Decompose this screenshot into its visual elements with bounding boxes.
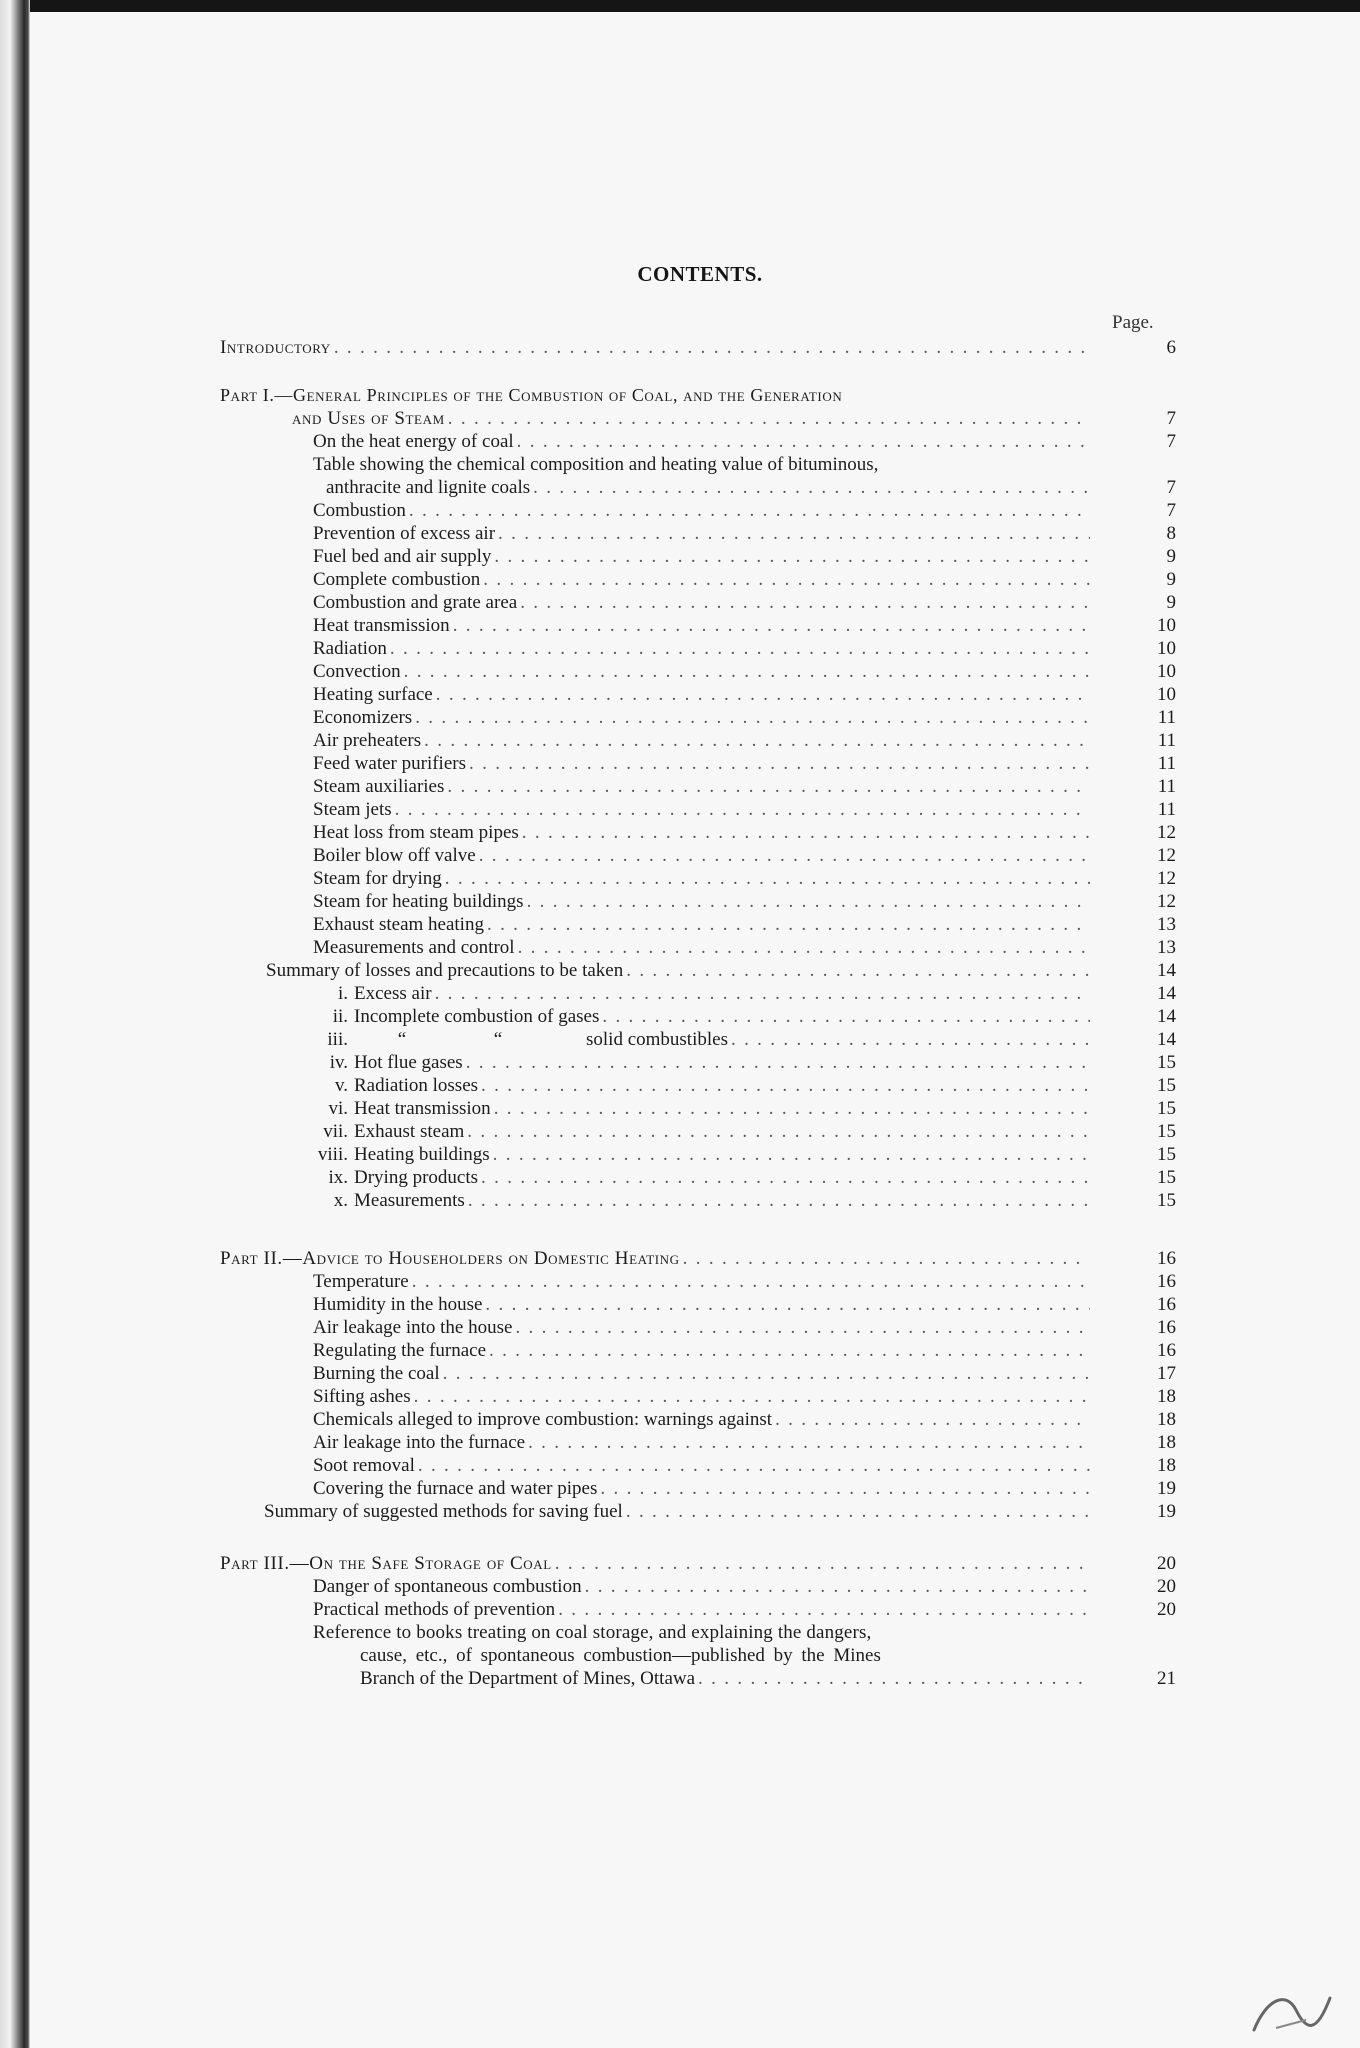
- roman-numeral: i.: [337, 983, 348, 1004]
- entry-page: 10: [1157, 638, 1176, 659]
- toc-subentry[interactable]: [220, 1120, 1176, 1143]
- roman-numeral: v.: [334, 1075, 348, 1096]
- toc-entry[interactable]: [220, 1316, 1176, 1339]
- entry-page: 18: [1157, 1432, 1176, 1453]
- entry-page: 6: [1166, 337, 1176, 358]
- entry-page: 7: [1166, 477, 1176, 498]
- entry-label: Chemicals alleged to improve combustion: warnings against: [313, 1409, 773, 1430]
- toc-entry-part3[interactable]: [220, 1552, 1176, 1575]
- toc-entry[interactable]: [220, 913, 1176, 936]
- entry-page: 12: [1157, 868, 1176, 889]
- ditto-mark: “: [493, 1029, 503, 1050]
- toc-entry[interactable]: [220, 522, 1176, 545]
- toc-entry[interactable]: [220, 568, 1176, 591]
- entry-page: 11: [1157, 799, 1176, 820]
- entry-label: Practical methods of prevention: [313, 1599, 556, 1620]
- entry-label: Measurements: [354, 1190, 465, 1211]
- ditto-mark: “: [397, 1029, 407, 1050]
- entry-page: 20: [1157, 1599, 1176, 1620]
- entry-page: 10: [1157, 615, 1176, 636]
- entry-label: Heat transmission: [354, 1098, 491, 1119]
- entry-label: Air leakage into the house: [313, 1317, 513, 1338]
- toc-subentry[interactable]: [220, 1005, 1176, 1028]
- entry-page: 17: [1157, 1363, 1176, 1384]
- entry-page: 20: [1157, 1576, 1176, 1597]
- toc-entry[interactable]: [220, 1362, 1176, 1385]
- toc-entry[interactable]: [220, 798, 1176, 821]
- entry-label: Soot removal: [313, 1455, 415, 1476]
- entry-label: Excess air: [354, 983, 432, 1004]
- entry-label: Steam for heating buildings: [313, 891, 524, 912]
- entry-label: Temperature: [313, 1271, 409, 1292]
- entry-label: Humidity in the house: [313, 1294, 483, 1315]
- part3-heading: Part III.—On the Safe Storage of Coal: [220, 1553, 552, 1574]
- entry-page: 16: [1157, 1271, 1176, 1292]
- page-column-header: Page.: [1112, 312, 1154, 333]
- toc-entry[interactable]: [220, 890, 1176, 913]
- entry-page: 7: [1166, 500, 1176, 521]
- entry-page: 15: [1157, 1098, 1176, 1119]
- entry-page: 16: [1157, 1248, 1176, 1269]
- toc-entry[interactable]: [220, 683, 1176, 706]
- entry-label: Steam auxiliaries: [313, 776, 445, 797]
- entry-page: 8: [1166, 523, 1176, 544]
- entry-label: Measurements and control: [313, 937, 515, 958]
- toc-entry-summary-fuel[interactable]: [220, 1500, 1176, 1523]
- page: [30, 12, 1360, 2048]
- toc-entry[interactable]: [220, 1575, 1176, 1598]
- entry-label: Prevention of excess air: [313, 523, 496, 544]
- entry-label: Combustion: [313, 500, 406, 521]
- roman-numeral: vii.: [323, 1121, 348, 1142]
- entry-page: 15: [1157, 1052, 1176, 1073]
- entry-label: Incomplete combustion of gases: [354, 1006, 600, 1027]
- scan-top-border: [0, 0, 1360, 12]
- part2-heading: Part II.—Advice to Householders on Domestic Heating: [220, 1248, 680, 1269]
- entry-label-cont: Branch of the Department of Mines, Ottawa: [360, 1668, 696, 1689]
- entry-page: 16: [1157, 1317, 1176, 1338]
- toc-entry[interactable]: [220, 821, 1176, 844]
- toc-entry[interactable]: [220, 1431, 1176, 1454]
- entry-label: Convection: [313, 661, 401, 682]
- entry-label: Air preheaters: [313, 730, 422, 751]
- entry-page: 19: [1157, 1501, 1176, 1522]
- entry-label: Table showing the chemical composition and heating value of bituminous,: [313, 454, 879, 475]
- toc-subentry[interactable]: [220, 1074, 1176, 1097]
- toc-entry[interactable]: [220, 1454, 1176, 1477]
- entry-label: Drying products: [354, 1167, 479, 1188]
- toc-subentry[interactable]: [220, 1051, 1176, 1074]
- entry-label: solid combustibles: [586, 1029, 728, 1050]
- entry-label: Radiation losses: [354, 1075, 479, 1096]
- entry-page: 20: [1157, 1553, 1176, 1574]
- entry-label: Exhaust steam heating: [313, 914, 484, 935]
- entry-label: Heat loss from steam pipes: [313, 822, 519, 843]
- entry-page: 11: [1157, 730, 1176, 751]
- entry-label: Danger of spontaneous combustion: [313, 1576, 582, 1597]
- entry-page: 12: [1157, 822, 1176, 843]
- entry-page: 13: [1157, 937, 1176, 958]
- toc-entry[interactable]: [220, 476, 1176, 499]
- handwritten-mark-icon: [1246, 1980, 1336, 2040]
- entry-label: Exhaust steam: [354, 1121, 465, 1142]
- entry-page: 15: [1157, 1075, 1176, 1096]
- toc-entry[interactable]: [220, 1385, 1176, 1408]
- entry-page: 11: [1157, 707, 1176, 728]
- entry-label: Combustion and grate area: [313, 592, 518, 613]
- entry-label: Heat transmission: [313, 615, 450, 636]
- toc-entry[interactable]: [220, 1477, 1176, 1500]
- page-title: CONTENTS.: [637, 262, 763, 286]
- toc-entry[interactable]: [220, 936, 1176, 959]
- entry-page: 14: [1157, 1029, 1176, 1050]
- roman-numeral: ix.: [328, 1167, 348, 1188]
- toc-entry[interactable]: [220, 660, 1176, 683]
- roman-numeral: ii.: [332, 1006, 348, 1027]
- toc-entry-part2[interactable]: [220, 1247, 1176, 1270]
- toc-entry[interactable]: [220, 867, 1176, 890]
- toc-entry[interactable]: [220, 1293, 1176, 1316]
- entry-label: Complete combustion: [313, 569, 481, 590]
- entry-label: Burning the coal: [313, 1363, 440, 1384]
- toc-entry-summary-losses[interactable]: [220, 959, 1176, 982]
- entry-page: 16: [1157, 1340, 1176, 1361]
- entry-label: Boiler blow off valve: [313, 845, 476, 866]
- toc-entry[interactable]: [220, 844, 1176, 867]
- entry-label: Sifting ashes: [313, 1386, 411, 1407]
- entry-page: 16: [1157, 1294, 1176, 1315]
- roman-numeral: iv.: [329, 1052, 348, 1073]
- entry-page: 7: [1166, 431, 1176, 452]
- roman-numeral: iii.: [327, 1029, 348, 1050]
- entry-label: Reference to books treating on coal storage, and explaining the dangers,: [313, 1622, 872, 1643]
- entry-page: 10: [1157, 661, 1176, 682]
- entry-label: Summary of losses and precautions to be taken: [266, 960, 624, 981]
- entry-label: Heating surface: [313, 684, 433, 705]
- toc-entry-reference-line1[interactable]: [220, 1621, 1176, 1644]
- entry-label: Regulating the furnace: [313, 1340, 487, 1361]
- toc-entry[interactable]: [220, 775, 1176, 798]
- entry-page: 15: [1157, 1167, 1176, 1188]
- toc-entry[interactable]: [220, 1408, 1176, 1431]
- toc-entry[interactable]: [220, 614, 1176, 637]
- entry-label: Air leakage into the furnace: [313, 1432, 526, 1453]
- toc-subentry[interactable]: [220, 1028, 1176, 1051]
- toc-entry[interactable]: [220, 430, 1176, 453]
- entry-page: 14: [1157, 1006, 1176, 1027]
- roman-numeral: vi.: [328, 1098, 348, 1119]
- entry-label: Steam jets: [313, 799, 392, 820]
- entry-label: Radiation: [313, 638, 387, 659]
- entry-page: 18: [1157, 1386, 1176, 1407]
- toc-entry[interactable]: [220, 729, 1176, 752]
- entry-label: On the heat energy of coal: [313, 431, 514, 452]
- entry-page: 18: [1157, 1409, 1176, 1430]
- entry-label-cont: cause, etc., of spontaneous combustion—published by the Mines: [360, 1645, 881, 1666]
- toc-entry[interactable]: [220, 545, 1176, 568]
- part1-heading[interactable]: [220, 384, 1176, 407]
- entry-page: 11: [1157, 776, 1176, 797]
- toc-entry-reference-line2[interactable]: [220, 1644, 1176, 1667]
- toc-subentry[interactable]: [220, 1166, 1176, 1189]
- entry-page: 12: [1157, 891, 1176, 912]
- entry-label: Introductory: [220, 337, 331, 358]
- toc-entry[interactable]: [220, 499, 1176, 522]
- toc-subentry[interactable]: [220, 1143, 1176, 1166]
- entry-page: 12: [1157, 845, 1176, 866]
- toc-entry-introductory[interactable]: [220, 336, 1176, 359]
- roman-numeral: x.: [333, 1190, 348, 1211]
- entry-page: 15: [1157, 1144, 1176, 1165]
- toc-entry[interactable]: [220, 637, 1176, 660]
- toc-entry[interactable]: [220, 752, 1176, 775]
- entry-page: 11: [1157, 753, 1176, 774]
- part1-heading-line1: Part I.—General Principles of the Combustion of Coal, and the Generation: [220, 385, 843, 405]
- toc-entry-table-line1[interactable]: [220, 453, 1176, 476]
- entry-label: Covering the furnace and water pipes: [313, 1478, 598, 1499]
- entry-label: Feed water purifiers: [313, 753, 466, 774]
- toc-entry-part1[interactable]: [220, 407, 1176, 430]
- toc-subentry[interactable]: [220, 982, 1176, 1005]
- entry-page: 18: [1157, 1455, 1176, 1476]
- entry-page: 14: [1157, 960, 1176, 981]
- toc-entry[interactable]: [220, 1339, 1176, 1362]
- scan-left-border: [0, 0, 30, 2048]
- entry-page: 9: [1166, 592, 1176, 613]
- roman-numeral: viii.: [317, 1144, 348, 1165]
- toc-entry[interactable]: [220, 1270, 1176, 1293]
- entry-page: 10: [1157, 684, 1176, 705]
- toc-entry-reference[interactable]: [220, 1667, 1176, 1690]
- part1-heading-line2: and Uses of Steam: [292, 408, 445, 429]
- entry-page: 7: [1166, 408, 1176, 429]
- entry-page: 19: [1157, 1478, 1176, 1499]
- entry-page: 15: [1157, 1121, 1176, 1142]
- entry-page: 9: [1166, 569, 1176, 590]
- entry-label: Economizers: [313, 707, 413, 728]
- entry-page: 9: [1166, 546, 1176, 567]
- toc-entry[interactable]: [220, 706, 1176, 729]
- toc-subentry[interactable]: [220, 1097, 1176, 1120]
- entry-page: 21: [1157, 1668, 1176, 1689]
- toc-subentry[interactable]: [220, 1189, 1176, 1212]
- entry-label-cont: anthracite and lignite coals: [326, 477, 531, 498]
- entry-page: 15: [1157, 1190, 1176, 1211]
- entry-label: Summary of suggested methods for saving fuel: [264, 1501, 623, 1522]
- entry-label: Hot flue gases: [354, 1052, 463, 1073]
- entry-label: Steam for drying: [313, 868, 442, 889]
- entry-page: 13: [1157, 914, 1176, 935]
- entry-page: 14: [1157, 983, 1176, 1004]
- toc-entry[interactable]: [220, 1598, 1176, 1621]
- entry-label: Fuel bed and air supply: [313, 546, 492, 567]
- entry-label: Heating buildings: [354, 1144, 490, 1165]
- toc-entry[interactable]: [220, 591, 1176, 614]
